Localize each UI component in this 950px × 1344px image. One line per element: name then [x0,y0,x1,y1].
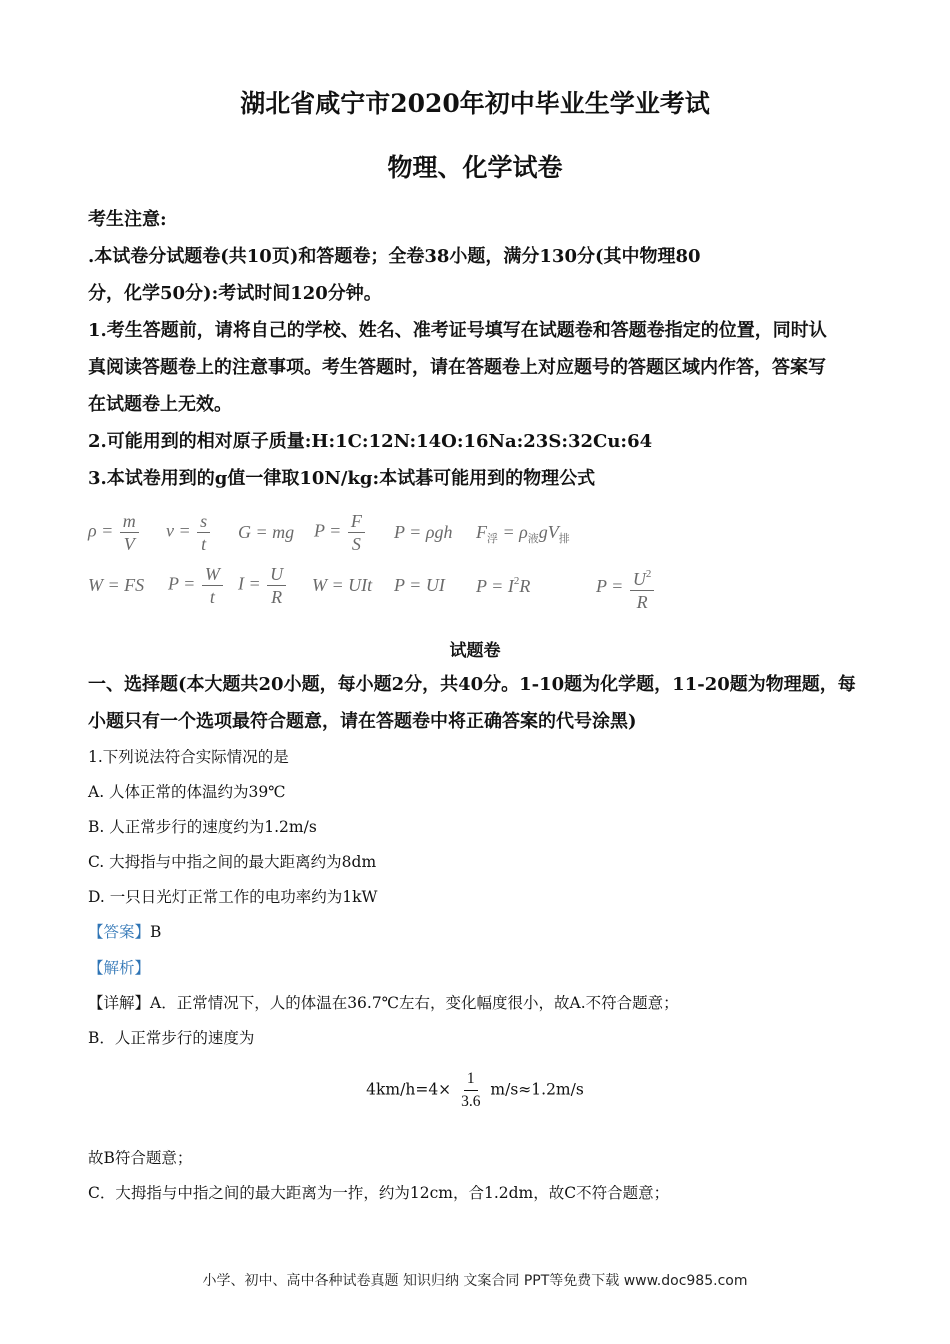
option-b: B. 人正常步行的速度约为1.2m/s [88,818,317,836]
notice-line: 3.本试卷用到的g值一律取10N/kg:本试碁可能用到的物理公式 [88,468,596,489]
notice-line: 真阅读答题卷上的注意事项。考生答题时，请在答题卷上对应题号的答题区域内作答，答案写 [88,357,826,378]
section-title: 试题卷 [449,641,501,661]
formula-pressure: P = $\frac{F}{S}$ [314,510,367,555]
formula-current: I = $\frac{U}{R}$ [238,563,288,608]
formula-speed: v = $\frac{s}{t}$ [166,510,212,555]
formula-liquid-pressure: P = ρgh [394,522,453,542]
formula-joule-power: $P = I^2R$ [476,575,531,596]
formula-gravity: G = mg [238,522,295,542]
notice-line: 在试题卷上无效。 [88,394,232,415]
answer-value: B [150,923,162,941]
answer-tag: 【答案】 [88,923,151,941]
formula-electric-power: P = UI [394,575,445,595]
notice-line: 2.可能用到的相对原子质量:H:1C:12N:14O:16Na:23S:32Cu:64 [88,431,653,452]
speed-equation: 4km/h=4× $\frac{1}{3.6}$ m/s≈1.2m/s [366,1070,584,1110]
option-d: D. 一只日光灯正常工作的电功率约为1kW [88,888,378,906]
detail-line: 【详解】A．正常情况下，人的体温在36.7℃左右，变化幅度很小，故A.不符合题意； [88,994,679,1012]
formula-resistor-power: P = $\frac{U^2}{R}$ [596,563,656,613]
notice-heading: 考生注意: [88,209,167,230]
analysis-tag: 【解析】 [88,959,151,977]
detail-line: C．大拇指与中指之间的最大距离为一拃，约为12cm，合1.2dm，故C不符合题意； [88,1184,670,1202]
section-heading: 一、选择题(本大题共20小题，每小题2分，共40分。1-10题为化学题，11-20题为物理题，每 [88,674,856,695]
option-c: C. 大拇指与中指之间的最大距离约为8dm [88,853,377,871]
formula-work: W = FS [88,575,145,595]
notice-line: 1.考生答题前，请将自己的学校、姓名、准考证号填写在试题卷和答题卷指定的位置，同时认 [88,320,827,341]
page-title: 湖北省咸宁市2020年初中毕业生学业考试 [240,89,710,118]
notice-line: 分，化学50分):考试时间120分钟。 [88,283,382,304]
detail-line: 故B符合题意； [88,1149,193,1167]
option-a: A. 人体正常的体温约为39℃ [88,783,286,801]
formula-electric-work: W = UIt [312,575,373,595]
question-stem: 1.下列说法符合实际情况的是 [88,748,289,766]
footer-text: 小学、初中、高中各种试卷真题 知识归纳 文案合同 PPT等免费下载 www.doc985.com [202,1273,748,1289]
answer-line [88,920,161,942]
formula-density: ρ = $\frac{m}{V}$ [88,510,141,555]
section-heading: 小题只有一个选项最符合题意，请在答题卷中将正确答案的代号涂黑) [88,711,637,732]
detail-line: B．人正常步行的速度为 [88,1029,255,1047]
page-subtitle: 物理、化学试卷 [387,153,563,182]
notice-line: .本试卷分试题卷(共10页)和答题卷；全卷38小题，满分130分(其中物理80 [88,246,701,267]
formula-buoyancy: $F_浮 = \rho_液gV_排$ [476,522,570,545]
formula-power: P = $\frac{W}{t}$ [168,563,225,608]
